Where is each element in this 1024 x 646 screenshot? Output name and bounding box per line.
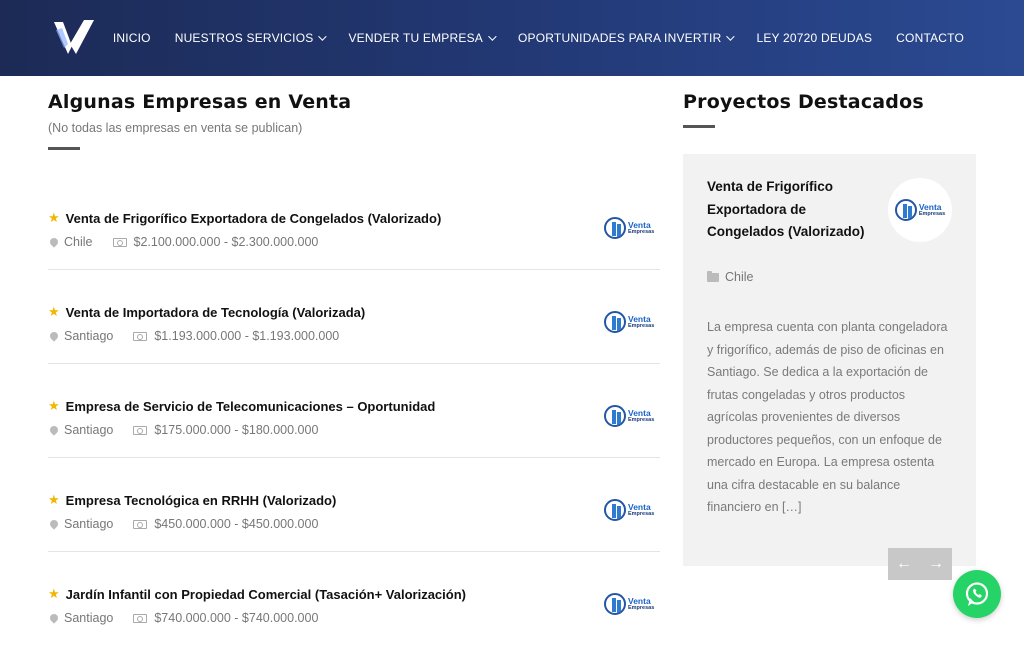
logo-text-line2: Empresas bbox=[628, 229, 655, 235]
nav-item-vender-tu-empresa[interactable] bbox=[348, 31, 494, 45]
title-divider bbox=[48, 147, 80, 150]
logo-text-line1: Venta bbox=[628, 313, 651, 324]
listing-price: $175.000.000 - $180.000.000 bbox=[154, 423, 319, 437]
listings-section bbox=[48, 76, 660, 646]
chevron-down-icon bbox=[727, 32, 735, 40]
featured-divider bbox=[683, 125, 715, 128]
section-title: Algunas Empresas en Venta bbox=[48, 91, 352, 113]
logo-mark-icon bbox=[604, 217, 626, 239]
money-icon bbox=[133, 614, 147, 623]
company-logo[interactable] bbox=[604, 310, 658, 334]
nav-label: INICIO bbox=[112, 31, 151, 45]
nav-item-nuestros-servicios[interactable] bbox=[175, 31, 325, 45]
featured-card-description: La empresa cuenta con planta congeladora y frigorífico, además de piso de oficinas en Santiago. Se dedica a la exportación de frutas congeladas y otros productos agrícolas provenientes de diversos productores pequeños, con un enfoque de mercado en Europa. La empresa ostenta una cifra destacable en su balance financiero en […] bbox=[707, 320, 948, 514]
featured-card[interactable] bbox=[683, 154, 976, 572]
logo-text-line2: Empresas bbox=[918, 211, 946, 217]
listing-price: $450.000.000 - $450.000.000 bbox=[154, 517, 319, 531]
listing-title[interactable]: Venta de Importadora de Tecnología (Valorizada) bbox=[65, 304, 366, 320]
star-icon: ★ bbox=[48, 586, 60, 601]
featured-card-logo bbox=[888, 178, 952, 242]
nav-label: NUESTROS SERVICIOS bbox=[174, 31, 314, 45]
company-logo[interactable] bbox=[604, 498, 658, 522]
nav-item-inicio[interactable] bbox=[113, 31, 151, 45]
map-pin-icon bbox=[48, 518, 59, 529]
logo-text-line2: Empresas bbox=[628, 323, 655, 329]
folder-icon bbox=[707, 273, 719, 282]
chevron-down-icon bbox=[319, 32, 327, 40]
company-logo[interactable] bbox=[604, 404, 658, 428]
listing-price: $740.000.000 - $740.000.000 bbox=[154, 611, 319, 625]
listing-title[interactable]: Empresa de Servicio de Telecomunicaciones – Oportunidad bbox=[65, 398, 436, 414]
money-icon bbox=[133, 426, 147, 435]
chevron-down-icon bbox=[488, 32, 496, 40]
star-icon: ★ bbox=[48, 398, 60, 413]
listing-row[interactable] bbox=[48, 270, 660, 364]
logo-text-line1: Venta bbox=[628, 407, 651, 418]
logo-mark-icon bbox=[895, 199, 917, 221]
map-pin-icon bbox=[48, 236, 59, 247]
money-icon bbox=[133, 332, 147, 341]
whatsapp-icon bbox=[964, 581, 990, 607]
star-icon: ★ bbox=[48, 210, 60, 225]
nav-label: OPORTUNIDADES PARA INVERTIR bbox=[518, 31, 722, 45]
logo-text-line2: Empresas bbox=[628, 605, 655, 611]
listing-title[interactable]: Empresa Tecnológica en RRHH (Valorizado) bbox=[65, 492, 337, 508]
company-logo[interactable] bbox=[604, 592, 658, 616]
logo-text-line2: Empresas bbox=[628, 511, 655, 517]
logo-mark-icon bbox=[604, 405, 626, 427]
company-logo[interactable] bbox=[604, 216, 658, 240]
listing-row[interactable] bbox=[48, 458, 660, 552]
logo-text-line1: Venta bbox=[628, 501, 651, 512]
featured-title: Proyectos Destacados bbox=[683, 91, 924, 113]
whatsapp-button[interactable] bbox=[953, 570, 1001, 618]
listing-title[interactable]: Venta de Frigorífico Exportadora de Congelados (Valorizado) bbox=[65, 210, 442, 226]
site-header bbox=[0, 0, 1024, 76]
nav-item-oportunidades[interactable] bbox=[518, 31, 732, 45]
listing-location: Santiago bbox=[64, 423, 114, 437]
nav-label: CONTACTO bbox=[896, 31, 964, 45]
listing-price: $2.100.000.000 - $2.300.000.000 bbox=[133, 235, 319, 249]
listing-row[interactable] bbox=[48, 186, 660, 270]
map-pin-icon bbox=[48, 424, 59, 435]
carousel-controls bbox=[888, 548, 952, 580]
listing-location: Santiago bbox=[64, 329, 114, 343]
arrow-left-icon[interactable]: ← bbox=[896, 555, 912, 572]
listing-title[interactable]: Jardín Infantil con Propiedad Comercial (Tasación+ Valorización) bbox=[65, 586, 466, 602]
nav-item-contacto[interactable] bbox=[896, 31, 964, 45]
arrow-right-icon[interactable]: → bbox=[928, 555, 944, 572]
logo-mark-icon bbox=[604, 311, 626, 333]
star-icon: ★ bbox=[48, 304, 60, 319]
featured-card-location: Chile bbox=[725, 270, 754, 284]
money-icon bbox=[113, 238, 127, 247]
featured-card-title[interactable]: Venta de Frigorífico Exportadora de Congelados (Valorizado) bbox=[707, 179, 865, 239]
listing-row[interactable] bbox=[48, 364, 660, 458]
listing-price: $1.193.000.000 - $1.193.000.000 bbox=[154, 329, 340, 343]
logo-text-line2: Empresas bbox=[628, 417, 655, 423]
logo-mark-icon bbox=[604, 593, 626, 615]
money-icon bbox=[133, 520, 147, 529]
logo-text-line1: Venta bbox=[628, 219, 651, 230]
featured-section bbox=[683, 76, 976, 572]
nav-label: LEY 20720 DEUDAS bbox=[756, 31, 873, 45]
listing-location: Chile bbox=[64, 235, 93, 249]
map-pin-icon bbox=[48, 612, 59, 623]
section-subtitle: (No todas las empresas en venta se publican) bbox=[48, 121, 303, 135]
nav-item-ley-20720[interactable] bbox=[756, 31, 872, 45]
logo-text-line1: Venta bbox=[628, 595, 651, 606]
main-nav bbox=[89, 0, 964, 76]
listing-location: Santiago bbox=[64, 517, 114, 531]
map-pin-icon bbox=[48, 330, 59, 341]
listing-row[interactable] bbox=[48, 552, 660, 646]
logo-mark-icon bbox=[604, 499, 626, 521]
star-icon: ★ bbox=[48, 492, 60, 507]
logo-text-line1: Venta bbox=[918, 201, 942, 212]
listing-location: Santiago bbox=[64, 611, 114, 625]
listings-list bbox=[48, 186, 660, 646]
nav-label: VENDER TU EMPRESA bbox=[348, 31, 483, 45]
